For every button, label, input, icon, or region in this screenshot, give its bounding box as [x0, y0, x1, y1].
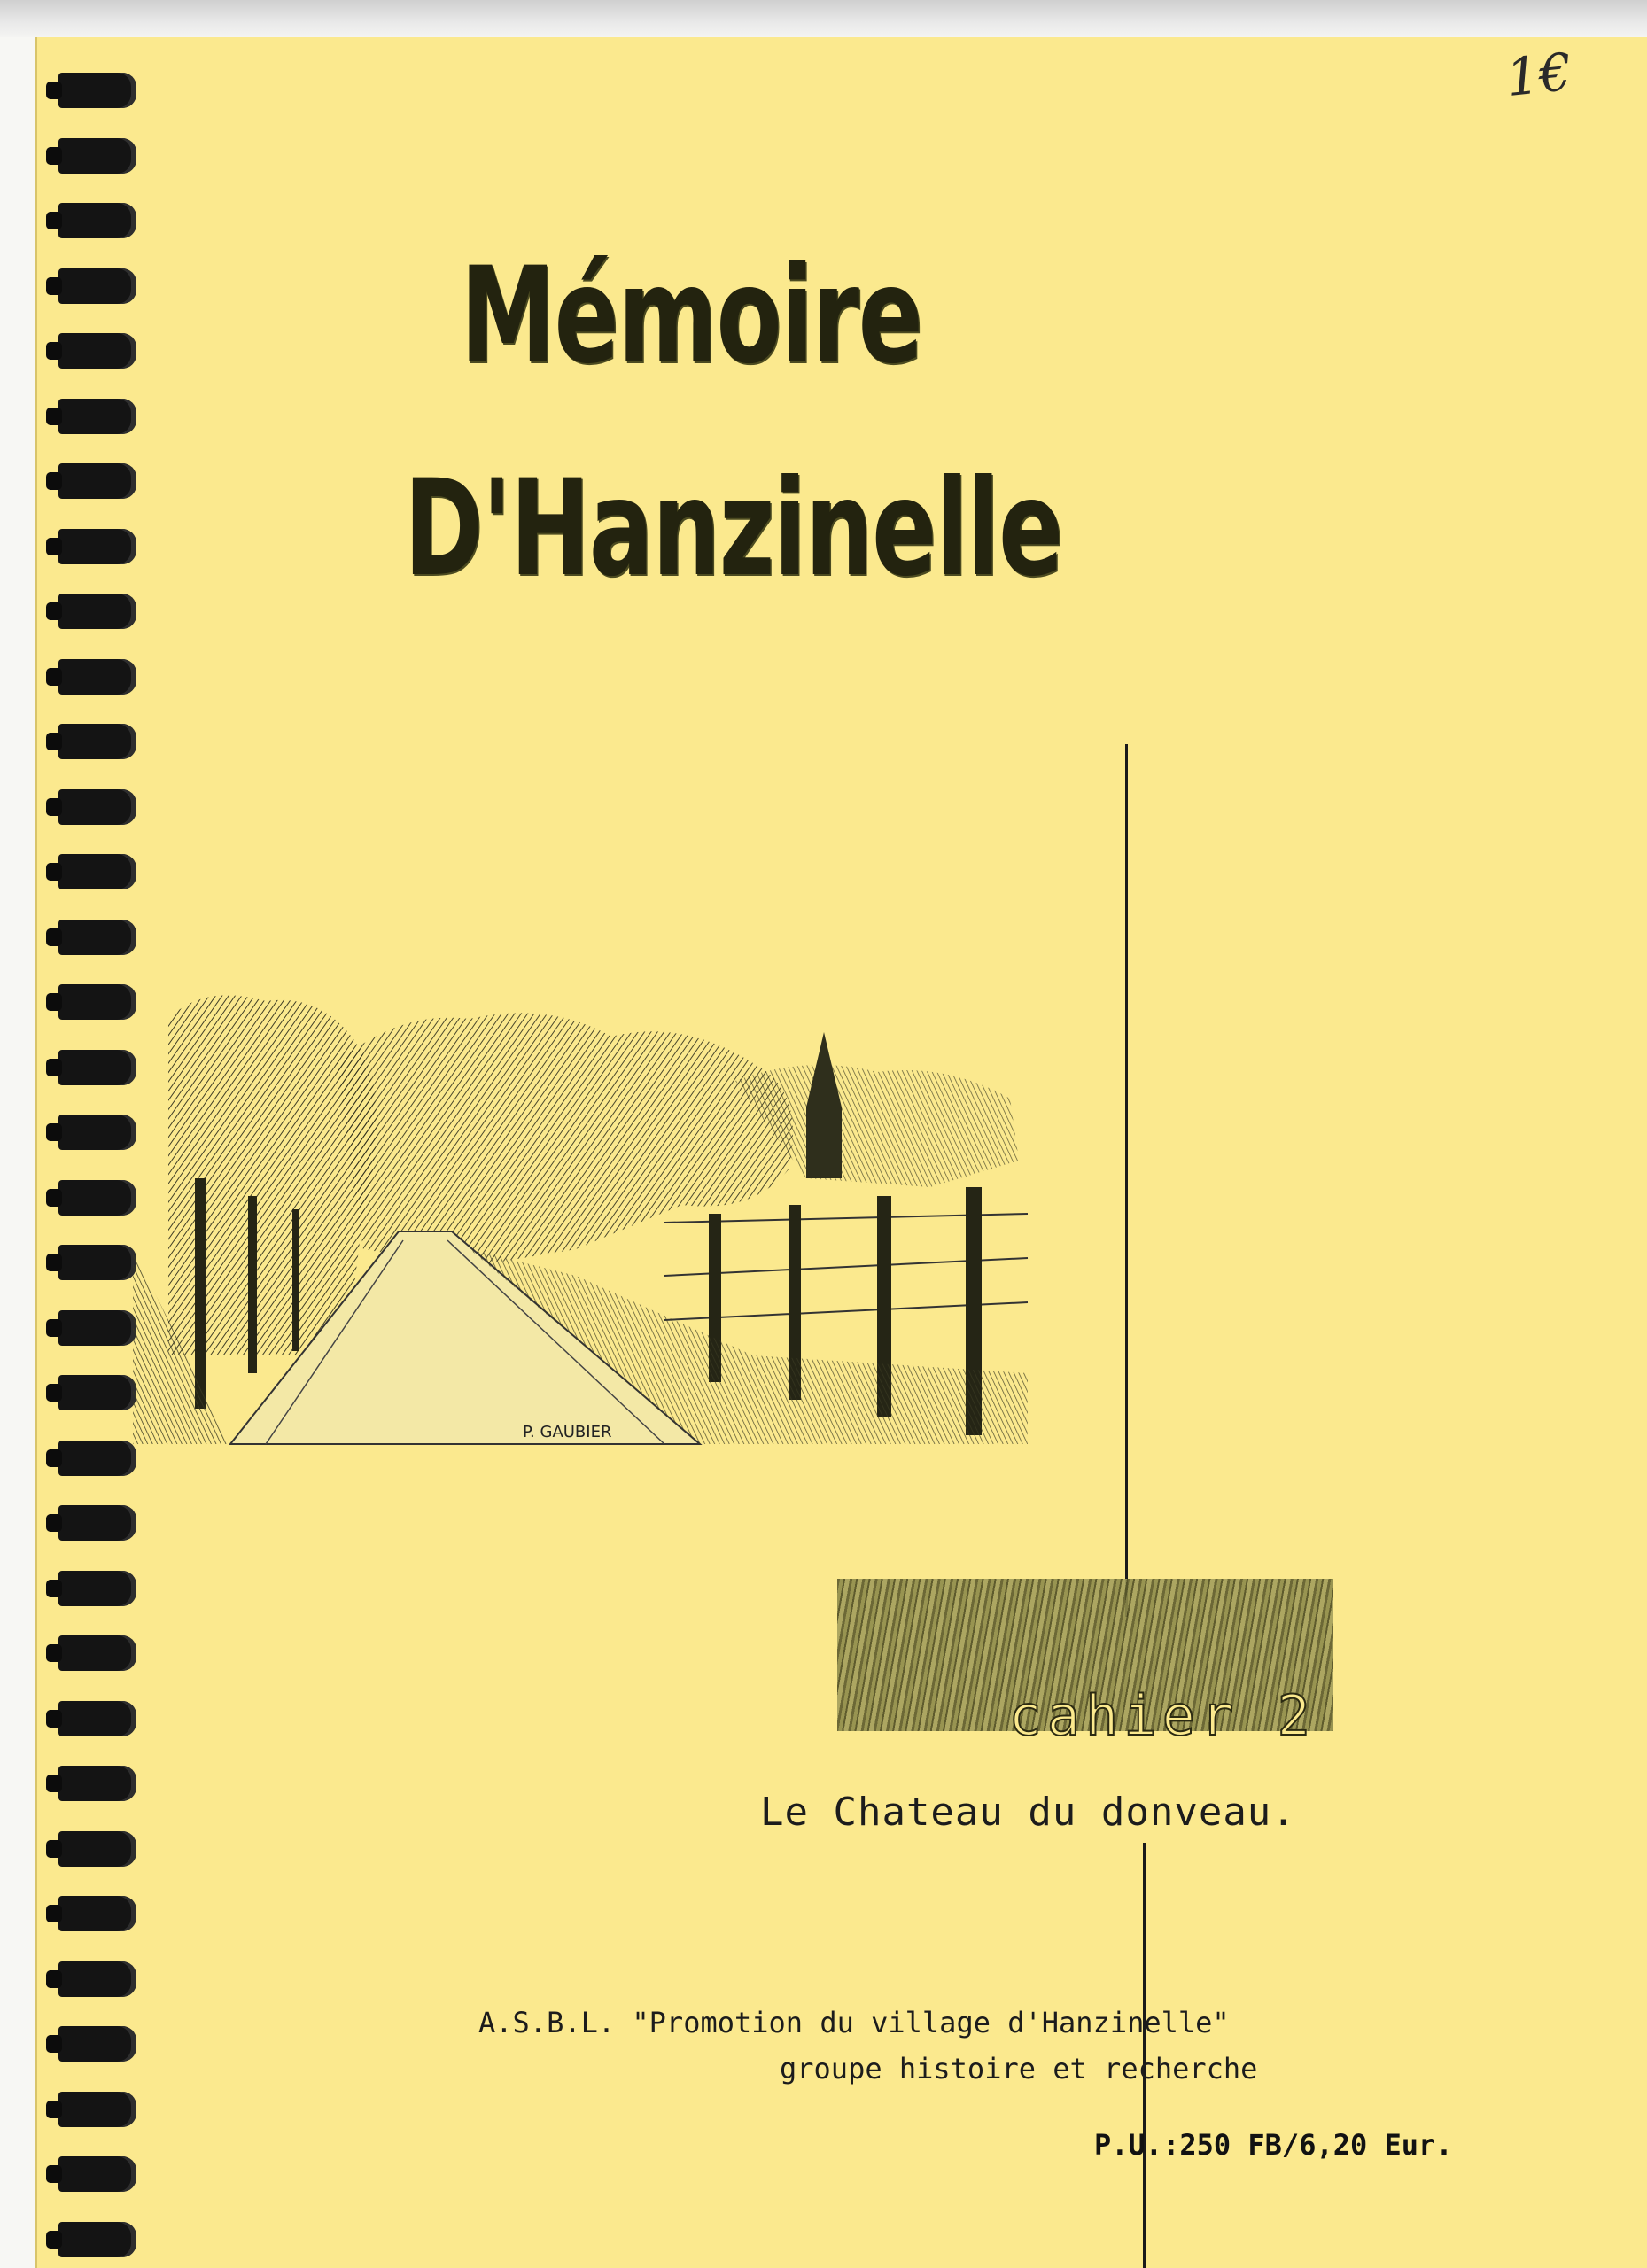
unit-price: P.U.:250 FB/6,20 Eur. — [1094, 2128, 1453, 2162]
binding-ring — [58, 1505, 136, 1541]
fence-post — [195, 1178, 206, 1409]
publisher-line-1: A.S.B.L. "Promotion du village d'Hanzinelle" — [478, 2006, 1230, 2039]
binding-ring — [58, 594, 136, 629]
binding-ring — [58, 1245, 136, 1280]
binding-ring — [58, 1050, 136, 1085]
artist-signature: P. GAUBIER — [523, 1423, 612, 1441]
landscape-drawing — [133, 983, 1045, 1480]
binding-ring — [58, 1896, 136, 1931]
spiral-binding — [37, 37, 144, 2268]
binding-ring — [58, 789, 136, 825]
binding-ring — [58, 529, 136, 564]
binding-ring — [58, 1766, 136, 1801]
title-line-1: Mémoire — [460, 239, 922, 393]
binding-ring — [58, 1115, 136, 1150]
binding-ring — [58, 1571, 136, 1606]
binding-ring — [58, 1375, 136, 1410]
binding-ring — [58, 268, 136, 304]
vertical-rule-upper — [1125, 744, 1128, 1617]
issue-label: cahier 2 — [1008, 1683, 1316, 1748]
binding-ring — [58, 854, 136, 889]
binding-ring — [58, 724, 136, 759]
binding-ring — [58, 984, 136, 1020]
binding-ring — [58, 1310, 136, 1346]
binding-ring — [58, 2222, 136, 2257]
binding-ring — [58, 1441, 136, 1476]
binding-ring — [58, 333, 136, 369]
binding-ring — [58, 73, 136, 108]
binding-ring — [58, 2026, 136, 2062]
binding-ring — [58, 463, 136, 499]
binding-ring — [58, 659, 136, 695]
binding-ring — [58, 138, 136, 174]
binding-ring — [58, 1961, 136, 1997]
binding-ring — [58, 920, 136, 955]
fence-post — [248, 1196, 257, 1373]
binding-ring — [58, 203, 136, 238]
issue-subtitle: Le Chateau du donveau. — [760, 1790, 1296, 1835]
church-tower — [806, 1032, 842, 1178]
binding-ring — [58, 1180, 136, 1216]
title-line-2: D'Hanzinelle — [404, 452, 1062, 606]
binding-ring — [58, 2092, 136, 2127]
fence-post — [292, 1209, 299, 1351]
binding-ring — [58, 1635, 136, 1671]
tree-mass-center — [337, 1013, 793, 1267]
binding-ring — [58, 1701, 136, 1736]
scanner-top-edge — [0, 0, 1647, 37]
publisher-line-2: groupe histoire et recherche — [780, 2052, 1258, 2085]
binding-ring — [58, 399, 136, 434]
binding-ring — [58, 1831, 136, 1867]
binding-ring — [58, 2156, 136, 2192]
handwritten-price-note: 1€ — [1503, 41, 1575, 109]
